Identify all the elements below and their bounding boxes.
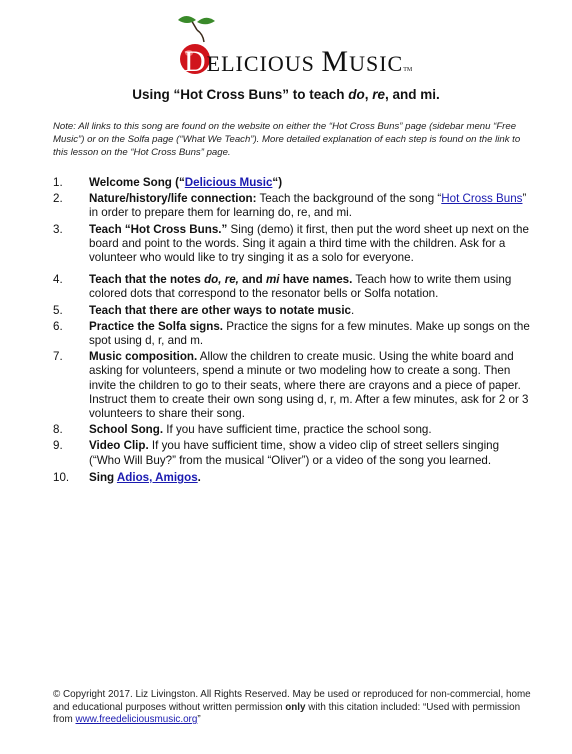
copyright-footer: © Copyright 2017. Liz Livingston. All Rights Reserved. May be used or reproduced for non-commercial, home and educational purposes without written permission only with this citation included: “Used with permission from www.freedeliciousmusic.org” bbox=[53, 689, 531, 726]
list-item: 10. Sing Adios, Amigos. bbox=[53, 470, 201, 484]
lesson-steps-list bbox=[53, 176, 533, 485]
logo-wordmark: DELICIOUS MUSICTM bbox=[184, 45, 413, 78]
list-item: 3. Teach “Hot Cross Buns.” Sing (demo) it first, then put the word sheet up next on the board and point to the words. Sing it again a third time with the children. Ask for a volunteer who would like to try singing it as a solo for everyone. bbox=[53, 222, 529, 265]
intro-note: Note: All links to this song are found on the website on either the “Hot Cross Buns” page (sidebar menu “Free Music”) or on the Solfa page (“What We Teach”). More detailed explanation of each step is found on the link to this lesson on the “Hot Cross Buns” page. bbox=[53, 121, 521, 158]
list-item: 8. School Song. If you have sufficient time, practice the school song. bbox=[53, 423, 432, 437]
list-item: 2. Nature/history/life connection: Teach the background of the song “Hot Cross Buns” in order to prepare them for learning do, re, and mi. bbox=[53, 192, 527, 220]
list-item: 1. Welcome Song (“Delicious Music“) bbox=[53, 176, 283, 189]
list-item: 7. Music composition. Allow the children to create music. Using the white board and asking for volunteers, spend a minute or two modeling how to create a song. Then invite the children to go to their seats, where there are crayons and a piece of paper. Instruct them to create their own song using d, r, m. After a few minutes, ask for 2 or 3 volunteers to share their song. bbox=[53, 350, 529, 421]
list-item: 6. Practice the Solfa signs. Practice the signs for a few minutes. Make up songs on the spot using d, r, and m. bbox=[53, 319, 530, 348]
list-item: 9. Video Clip. If you have sufficient time, show a video clip of street sellers singing (“Who Will Buy?” from the musical “Oliver”) or a video of the song you learned. bbox=[53, 439, 500, 467]
delicious-music-link[interactable]: Delicious Music bbox=[184, 176, 273, 189]
list-item: 5. Teach that there are other ways to notate music. bbox=[53, 303, 355, 317]
website-link[interactable]: www.freedeliciousmusic.org bbox=[75, 714, 198, 726]
list-item: 4. Teach that the notes do, re, and mi have names. Teach how to write them using colored dots that correspond to the resonator bells or Solfa notation. bbox=[53, 273, 512, 301]
hot-cross-buns-link[interactable]: Hot Cross Buns bbox=[441, 192, 523, 206]
adios-amigos-link[interactable]: Adios, Amigos bbox=[116, 470, 198, 484]
page-title: Using “Hot Cross Buns” to teach do, re, and mi. bbox=[132, 87, 440, 102]
logo bbox=[0, 12, 572, 78]
